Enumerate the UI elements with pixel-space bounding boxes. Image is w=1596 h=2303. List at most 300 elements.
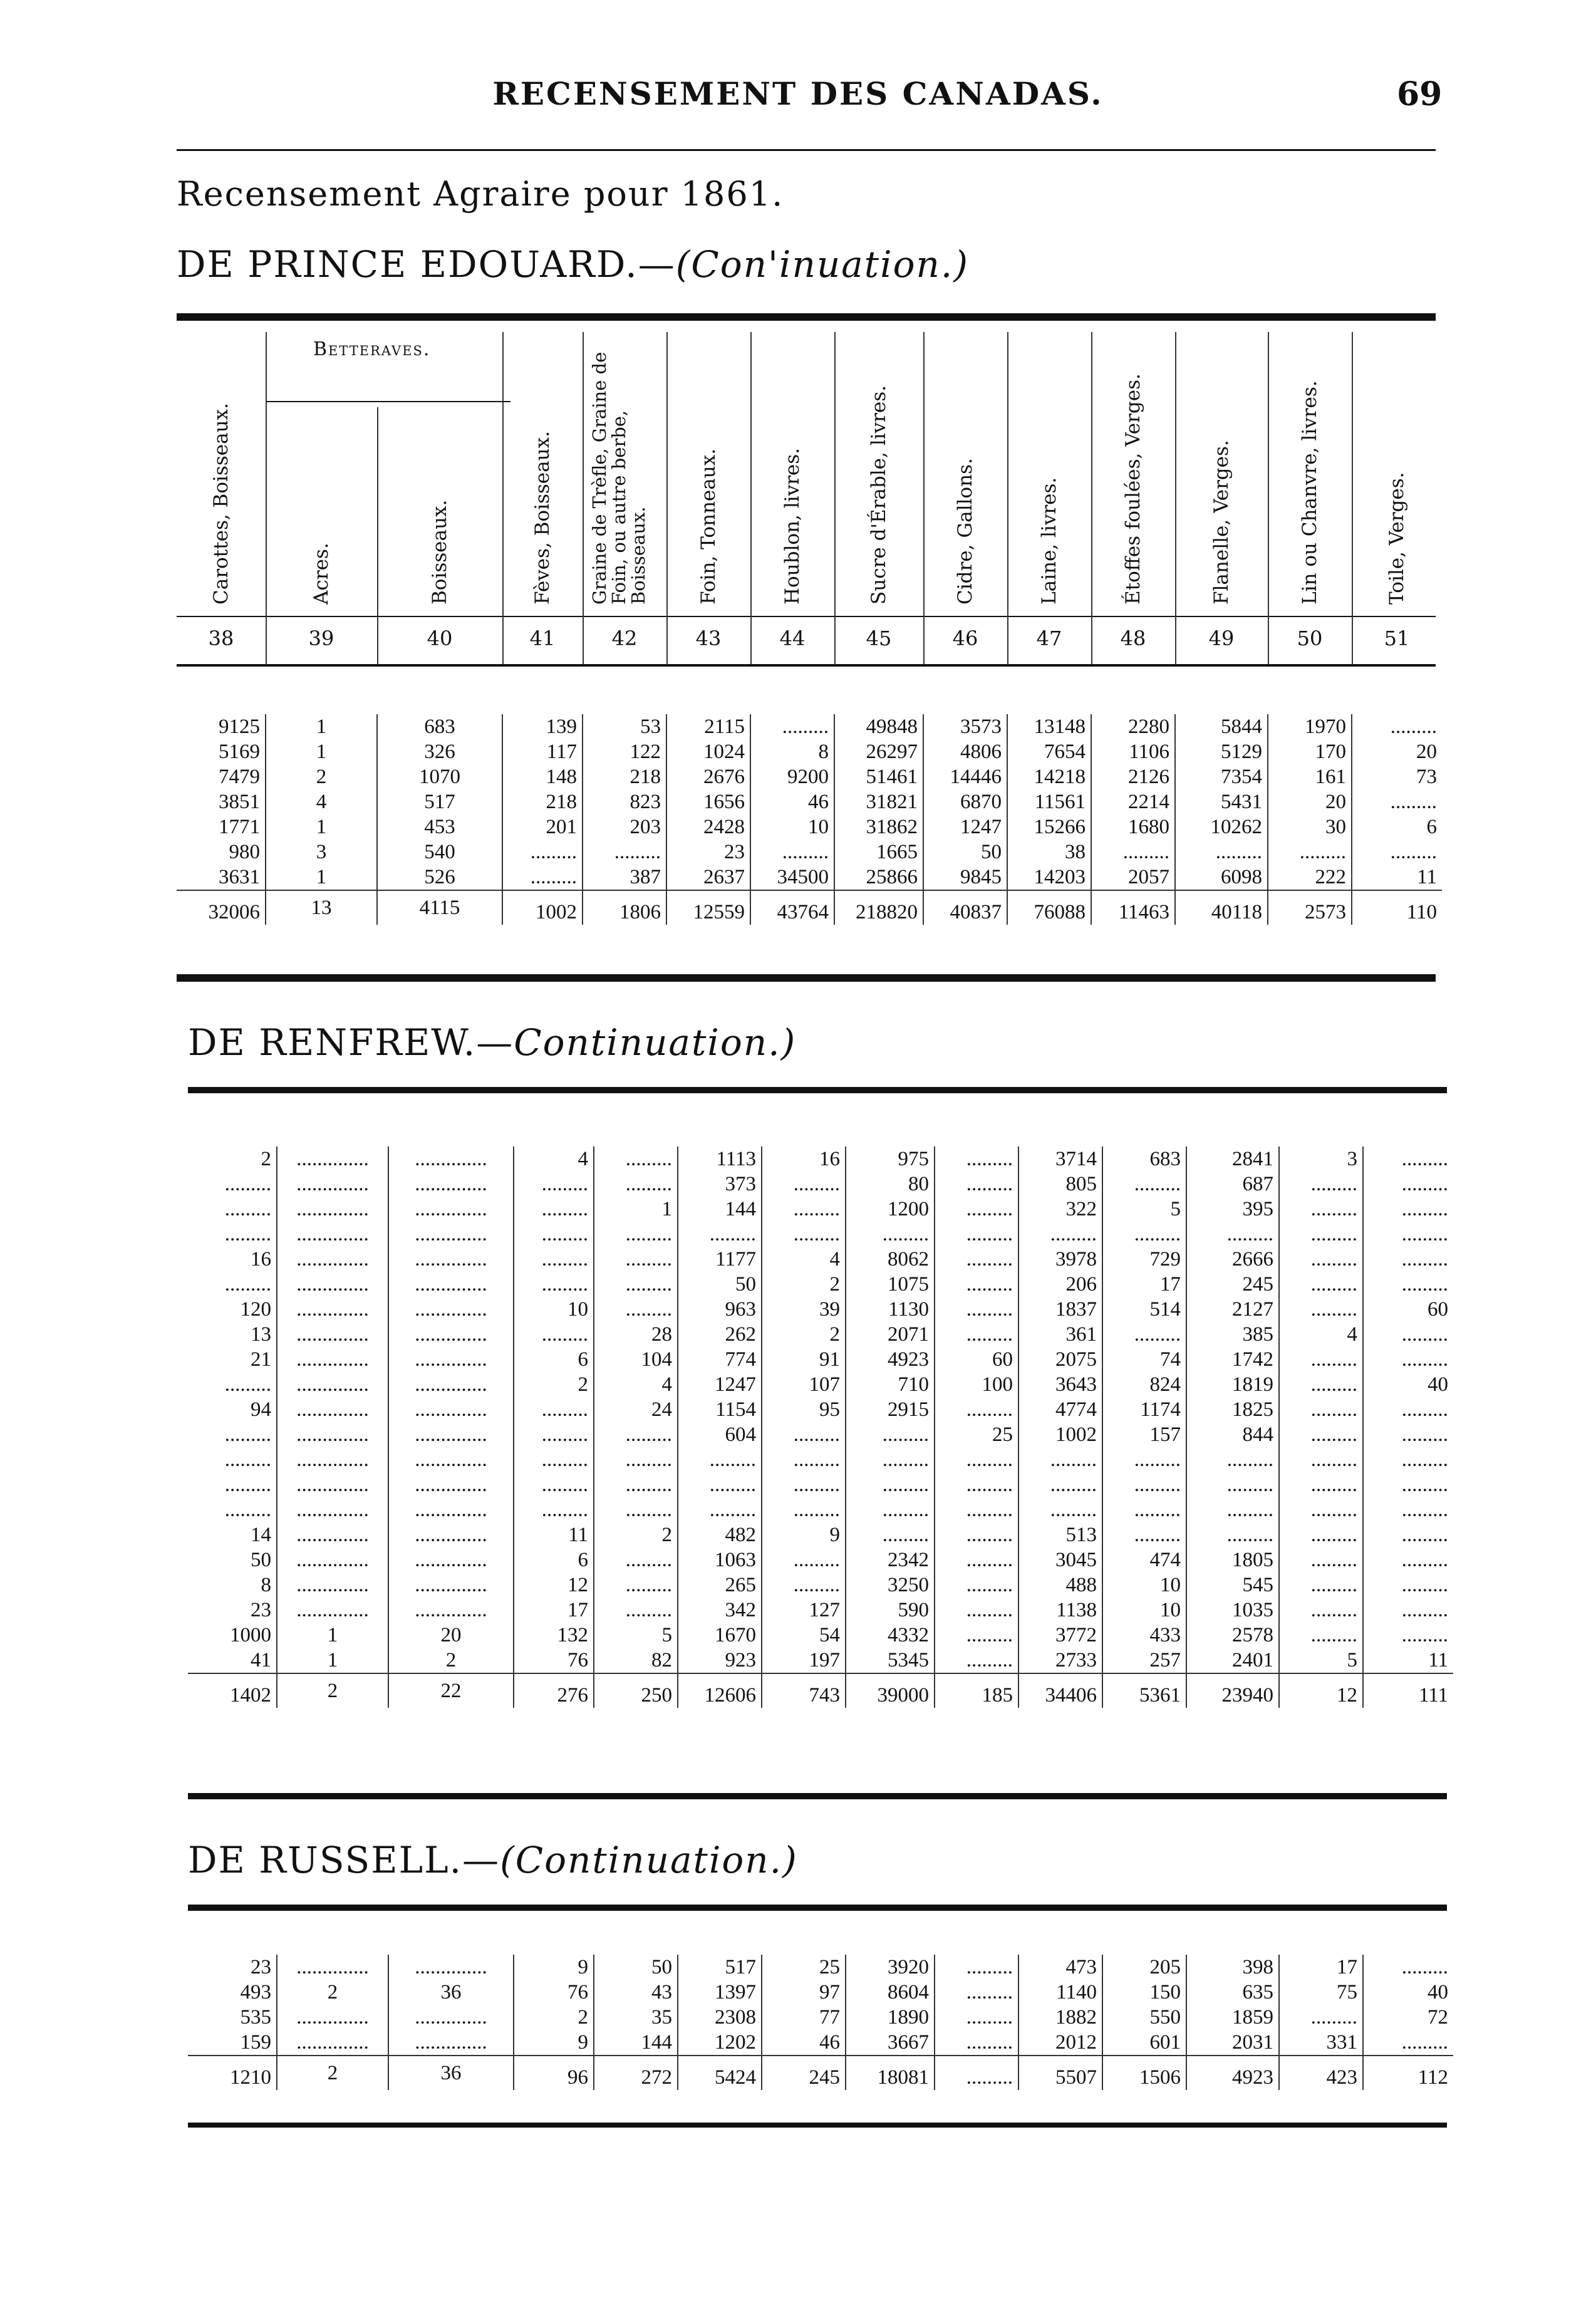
table-cell: ......... — [935, 1272, 1018, 1297]
table-cell: 185 — [935, 1673, 1018, 1708]
table-cell: ......... — [1401, 1323, 1448, 1346]
table-cell: 1113 — [678, 1146, 762, 1172]
table-cell: 11 — [514, 1522, 594, 1547]
table-cell: .............. — [277, 1172, 388, 1197]
table-cell: 1656 — [666, 789, 750, 814]
column-header-label: Lin ou Chanvre, livres. — [1298, 380, 1321, 605]
table-cell: ......... — [762, 1573, 846, 1598]
table-cell: 272 — [594, 2056, 678, 2090]
table-cell: 1154 — [678, 1397, 762, 1422]
table-cell: 18081 — [846, 2056, 935, 2090]
table-cell: 2578 — [1186, 1623, 1279, 1648]
table-cell: ......... — [594, 1472, 678, 1497]
table-cell: 2 — [762, 1322, 846, 1347]
table-cell: ......... — [1102, 1322, 1186, 1347]
table-cell: 4 — [1279, 1322, 1363, 1347]
table-cell: ......... — [1279, 1272, 1363, 1297]
table-cell: 117 — [502, 739, 583, 764]
table-cell: ......... — [1401, 1173, 1448, 1195]
table-cell: 6098 — [1175, 865, 1268, 890]
table-cell: 51461 — [834, 764, 923, 789]
table-cell: 10 — [514, 1297, 594, 1322]
total-row — [188, 1673, 1453, 1708]
table-cell: .............. — [388, 2005, 514, 2030]
table-row — [188, 1347, 1453, 1372]
table-cell: 395 — [1186, 1197, 1279, 1222]
table-cell: 16 — [188, 1247, 277, 1272]
table-cell: 635 — [1186, 1980, 1279, 2005]
table-cell: ......... — [594, 1573, 678, 1598]
column-divider — [1007, 332, 1008, 664]
table-cell: 144 — [678, 1197, 762, 1222]
column-header-label: Houblon, livres. — [781, 447, 804, 605]
table-cell: 433 — [1102, 1623, 1186, 1648]
table-cell: 3643 — [1018, 1372, 1102, 1397]
table-cell: 1837 — [1018, 1297, 1102, 1322]
table-cell: ......... — [935, 1623, 1018, 1648]
table-cell: ......... — [935, 1222, 1018, 1247]
table-cell: 16 — [762, 1146, 846, 1172]
table-cell: 14 — [188, 1522, 277, 1547]
table-cell: 488 — [1018, 1573, 1102, 1598]
table-cell: 3631 — [177, 865, 266, 890]
table-cell: ......... — [1279, 1372, 1363, 1397]
table-cell: 1070 — [377, 764, 502, 789]
table-cell: 1200 — [846, 1197, 935, 1222]
table-cell: 6 — [1426, 816, 1437, 838]
table-cell: ......... — [1401, 1956, 1448, 1978]
section-end-rule — [177, 974, 1436, 982]
table-cell: 683 — [377, 714, 502, 739]
table-cell: 1138 — [1018, 1598, 1102, 1623]
table-cell: .............. — [388, 1222, 514, 1247]
table-cell: 1859 — [1186, 2005, 1279, 2030]
table-cell: 13148 — [1007, 714, 1091, 739]
table-cell: .............. — [388, 1422, 514, 1447]
table-cell: ......... — [935, 1522, 1018, 1547]
table-cell: 1177 — [678, 1247, 762, 1272]
table-cell: ......... — [762, 1547, 846, 1573]
table-cell: 1825 — [1186, 1397, 1279, 1422]
table-cell: 32006 — [177, 890, 266, 925]
table-cell: ......... — [1401, 1398, 1448, 1421]
table-cell: 3 — [266, 840, 377, 865]
section-title-prince-edouard — [177, 243, 969, 286]
table-cell: 342 — [678, 1598, 762, 1623]
column-divider — [583, 332, 584, 664]
table-cell: 2012 — [1018, 2030, 1102, 2056]
table-cell: 23 — [188, 1598, 277, 1623]
table-cell: .............. — [388, 1297, 514, 1322]
table-cell: 110 — [1352, 890, 1442, 925]
table-cell: ......... — [935, 1648, 1018, 1673]
table-cell: ......... — [935, 2005, 1018, 2030]
table-cell: ......... — [750, 714, 834, 739]
table-cell: ......... — [594, 1172, 678, 1197]
column-number: 44 — [779, 626, 806, 650]
table-cell: 1665 — [834, 840, 923, 865]
table-cell: 2733 — [1018, 1648, 1102, 1673]
table-cell: ......... — [188, 1472, 277, 1497]
table-cell: 4806 — [923, 739, 1007, 764]
table-cell: 10262 — [1175, 814, 1268, 840]
table-cell: 14218 — [1007, 764, 1091, 789]
table-cell: ......... — [1186, 1447, 1279, 1472]
table-cell: .............. — [388, 1955, 514, 1980]
table-cell: 326 — [377, 739, 502, 764]
colnum-bottom-rule — [177, 664, 1436, 667]
table-cell: ......... — [935, 1197, 1018, 1222]
table-cell: ......... — [762, 1497, 846, 1522]
page-title: RECENSEMENT DES CANADAS. — [492, 75, 1104, 112]
table-row — [188, 1272, 1453, 1297]
table-cell: 76 — [514, 1648, 594, 1673]
table-cell: 4 — [514, 1146, 594, 1172]
table-cell: 75 — [1279, 1980, 1363, 2005]
table-cell: .............. — [277, 2005, 388, 2030]
table-cell: 28 — [594, 1322, 678, 1347]
table-cell: 245 — [762, 2056, 846, 2090]
table-cell: 46 — [750, 789, 834, 814]
table-cell: ......... — [514, 1397, 594, 1422]
column-divider — [834, 332, 836, 664]
table-cell: 1771 — [177, 814, 266, 840]
table-cell: ......... — [1401, 1448, 1448, 1471]
table-cell: 5129 — [1175, 739, 1268, 764]
table-cell: 2075 — [1018, 1347, 1102, 1372]
table-prince-edouard — [177, 714, 1442, 925]
table-cell: .............. — [277, 1522, 388, 1547]
group-rule — [266, 401, 510, 402]
table-cell: .............. — [388, 1522, 514, 1547]
table-cell: 4 — [594, 1372, 678, 1397]
table-cell: 60 — [1428, 1298, 1448, 1321]
table-row — [188, 1322, 1453, 1347]
table-cell: .............. — [388, 1598, 514, 1623]
table-cell: 1 — [266, 739, 377, 764]
table-cell: 2115 — [666, 714, 750, 739]
table-cell: 11 — [1428, 1649, 1448, 1671]
table-cell: 100 — [935, 1372, 1018, 1397]
table-cell: 43 — [594, 1980, 678, 2005]
column-divider — [923, 332, 925, 664]
column-number: 43 — [695, 626, 722, 650]
table-cell: 11561 — [1007, 789, 1091, 814]
table-cell: 120 — [188, 1297, 277, 1322]
table-cell: .............. — [277, 1472, 388, 1497]
table-cell: ......... — [1279, 1172, 1363, 1197]
table-row — [188, 1297, 1453, 1322]
table-cell: ......... — [846, 1497, 935, 1522]
table-russell — [188, 1955, 1453, 2090]
table-cell: 604 — [678, 1422, 762, 1447]
table-cell: ......... — [1401, 1549, 1448, 1571]
table-cell: 1130 — [846, 1297, 935, 1322]
table-cell: 361 — [1018, 1322, 1102, 1347]
table-cell: 157 — [1102, 1422, 1186, 1447]
table-cell: 2915 — [846, 1397, 935, 1422]
column-number: 45 — [866, 626, 892, 650]
table-cell: ......... — [594, 1547, 678, 1573]
table-cell: 4923 — [846, 1347, 935, 1372]
table-cell: 144 — [594, 2030, 678, 2056]
column-number: 49 — [1208, 626, 1235, 650]
table-cell: 1819 — [1186, 1372, 1279, 1397]
table-cell: ......... — [514, 1172, 594, 1197]
table-cell: 540 — [377, 840, 502, 865]
table-cell: 823 — [583, 789, 666, 814]
table-cell: 170 — [1268, 739, 1352, 764]
section-continuation: (Continuation.) — [500, 1839, 798, 1881]
table-cell: .............. — [277, 1297, 388, 1322]
table-cell: ......... — [935, 1573, 1018, 1598]
table-cell: .............. — [277, 2030, 388, 2056]
table-cell: 122 — [583, 739, 666, 764]
table-cell: ......... — [935, 2030, 1018, 2056]
table-cell: ......... — [762, 1222, 846, 1247]
table-cell: ......... — [762, 1447, 846, 1472]
table-cell: 2841 — [1186, 1146, 1279, 1172]
table-row — [188, 2030, 1453, 2056]
table-cell: 5345 — [846, 1648, 935, 1673]
table-cell: 53 — [583, 714, 666, 739]
table-row — [177, 814, 1442, 840]
table-cell: .............. — [388, 1472, 514, 1497]
table-cell: 687 — [1186, 1172, 1279, 1197]
table-row — [188, 1397, 1453, 1422]
table-row — [177, 739, 1442, 764]
table-cell: 423 — [1279, 2056, 1363, 2090]
table-cell: 14446 — [923, 764, 1007, 789]
header-rule — [177, 149, 1436, 151]
table-cell: ......... — [188, 1372, 277, 1397]
table-cell: 265 — [678, 1573, 762, 1598]
table-cell: ......... — [1279, 1472, 1363, 1497]
table-cell: 3920 — [846, 1955, 935, 1980]
column-header-label: Foin, Tonneaux. — [697, 448, 720, 605]
section-end-rule — [188, 2123, 1447, 2128]
table-cell: 12 — [1279, 1673, 1363, 1708]
table-cell: 513 — [1018, 1522, 1102, 1547]
table-cell: 1247 — [923, 814, 1007, 840]
table-cell: 1247 — [678, 1372, 762, 1397]
table-cell: ......... — [1401, 1248, 1448, 1271]
table-cell: ......... — [846, 1522, 935, 1547]
table-cell: 1670 — [678, 1623, 762, 1648]
table-cell: 2342 — [846, 1547, 935, 1573]
table-cell: 4115 — [377, 890, 502, 925]
table-cell: ......... — [188, 1447, 277, 1472]
table-cell: ......... — [1401, 1524, 1448, 1546]
table-row — [188, 1422, 1453, 1447]
table-cell: 514 — [1102, 1297, 1186, 1322]
table-cell: 2 — [594, 1522, 678, 1547]
table-cell: .............. — [277, 1497, 388, 1522]
table-cell: ......... — [1401, 1599, 1448, 1621]
table-cell: 1202 — [678, 2030, 762, 2056]
table-cell: 72 — [1428, 2006, 1448, 2029]
table-cell: .............. — [388, 1347, 514, 1372]
table-cell: 112 — [1363, 2056, 1453, 2090]
table-cell: ......... — [514, 1272, 594, 1297]
table-cell: ......... — [1401, 1574, 1448, 1596]
table-cell: ......... — [1091, 840, 1175, 865]
table-cell: 77 — [762, 2005, 846, 2030]
table-cell: .............. — [388, 1146, 514, 1172]
column-divider — [1091, 332, 1092, 664]
table-cell: 3573 — [923, 714, 1007, 739]
table-cell: ......... — [1390, 791, 1437, 813]
table-cell: .............. — [277, 1955, 388, 1980]
table-cell: 13 — [188, 1322, 277, 1347]
table-cell: .............. — [277, 1247, 388, 1272]
column-divider — [377, 407, 378, 664]
table-cell: 1806 — [583, 890, 666, 925]
table-cell: 97 — [762, 1980, 846, 2005]
table-cell: 222 — [1268, 865, 1352, 890]
table-cell: 25 — [935, 1422, 1018, 1447]
table-row — [188, 1447, 1453, 1472]
table-row — [188, 1497, 1453, 1522]
table-cell: 50 — [188, 1547, 277, 1573]
table-cell: ......... — [594, 1598, 678, 1623]
table-cell: ......... — [1102, 1497, 1186, 1522]
table-cell: 1002 — [502, 890, 583, 925]
table-cell: ......... — [762, 1422, 846, 1447]
column-divider — [666, 332, 668, 664]
table-cell: 729 — [1102, 1247, 1186, 1272]
table-cell: 150 — [1102, 1980, 1186, 2005]
table-cell: ......... — [1401, 2031, 1448, 2054]
column-divider — [1268, 332, 1269, 664]
table-cell: ......... — [514, 1222, 594, 1247]
census-subtitle: Recensement Agraire pour 1861. — [177, 174, 784, 214]
table-row — [188, 1172, 1453, 1197]
column-number: 41 — [529, 626, 556, 650]
table-cell: ......... — [594, 1497, 678, 1522]
table-cell: 107 — [762, 1372, 846, 1397]
table-cell: ......... — [1018, 1472, 1102, 1497]
table-cell: 250 — [594, 1673, 678, 1708]
table-cell: 387 — [583, 865, 666, 890]
table-cell: ......... — [594, 1247, 678, 1272]
table-cell: ......... — [1401, 1198, 1448, 1220]
table-cell: 9845 — [923, 865, 1007, 890]
table-cell: 743 — [762, 1673, 846, 1708]
table-cell: 590 — [846, 1598, 935, 1623]
table-cell: 2 — [277, 1673, 388, 1708]
table-cell: 9200 — [750, 764, 834, 789]
table-cell: ......... — [935, 1397, 1018, 1422]
table-cell: 257 — [1102, 1648, 1186, 1673]
table-cell: ......... — [1279, 1197, 1363, 1222]
column-number: 46 — [952, 626, 978, 650]
table-cell: ......... — [1390, 715, 1437, 738]
table-cell: 218820 — [834, 890, 923, 925]
table-cell: 161 — [1268, 764, 1352, 789]
table-cell: 12559 — [666, 890, 750, 925]
table-cell: ......... — [514, 1247, 594, 1272]
table-cell: 2428 — [666, 814, 750, 840]
table-cell: 94 — [188, 1397, 277, 1422]
table-cell: 6 — [514, 1547, 594, 1573]
table-cell: 550 — [1102, 2005, 1186, 2030]
table-cell: 2127 — [1186, 1297, 1279, 1322]
table-cell: 10 — [1102, 1573, 1186, 1598]
table-cell: 526 — [377, 865, 502, 890]
table-cell: 398 — [1186, 1955, 1279, 1980]
table-cell: 1210 — [188, 2056, 277, 2090]
column-header-label: Cidre, Gallons. — [954, 458, 977, 605]
table-cell: 3772 — [1018, 1623, 1102, 1648]
table-cell: ......... — [1279, 1547, 1363, 1573]
table-cell: 2057 — [1091, 865, 1175, 890]
table-row — [188, 2005, 1453, 2030]
table-cell: 1 — [266, 865, 377, 890]
table-cell: 60 — [935, 1347, 1018, 1372]
table-cell: .............. — [277, 1547, 388, 1573]
table-cell: ......... — [1401, 1474, 1448, 1496]
table-cell: 1 — [277, 1623, 388, 1648]
table-cell: .............. — [277, 1347, 388, 1372]
section-end-rule — [188, 1793, 1447, 1799]
table-cell: ......... — [514, 1322, 594, 1347]
table-cell: 11 — [1417, 866, 1437, 888]
table-cell: 1 — [277, 1648, 388, 1673]
table-cell: ......... — [1401, 1148, 1448, 1170]
table-cell: ......... — [1401, 1624, 1448, 1646]
table-cell: ......... — [594, 1222, 678, 1247]
table-cell: ......... — [846, 1222, 935, 1247]
table-cell: 20 — [1268, 789, 1352, 814]
table-cell: 2 — [277, 1980, 388, 2005]
table-row — [188, 1648, 1453, 1673]
section-name: DE RUSSELL.— — [188, 1839, 500, 1881]
table-cell: ......... — [1102, 1172, 1186, 1197]
table-cell: 205 — [1102, 1955, 1186, 1980]
table-cell: ......... — [1102, 1447, 1186, 1472]
group-label-betteraves: Betteraves. — [313, 338, 431, 360]
table-cell: 6 — [514, 1347, 594, 1372]
table-cell: 262 — [678, 1322, 762, 1347]
table-cell: 517 — [678, 1955, 762, 1980]
table-cell: ......... — [935, 1598, 1018, 1623]
table-cell: ......... — [935, 1247, 1018, 1272]
table-cell: ......... — [1279, 1347, 1363, 1372]
table-cell: ......... — [762, 1197, 846, 1222]
table-cell: ......... — [1401, 1423, 1448, 1446]
table-cell: 844 — [1186, 1422, 1279, 1447]
section-title-renfrew — [188, 1021, 796, 1064]
table-cell: ......... — [583, 840, 666, 865]
table-cell: .............. — [388, 1497, 514, 1522]
table-cell: 43764 — [750, 890, 834, 925]
table-cell: ......... — [1279, 1297, 1363, 1322]
total-row — [177, 890, 1442, 925]
table-cell: 40 — [1428, 1373, 1448, 1396]
table-cell: 23940 — [1186, 1673, 1279, 1708]
table-cell: 25866 — [834, 865, 923, 890]
table-cell: 74 — [1102, 1347, 1186, 1372]
table-cell: ......... — [514, 1197, 594, 1222]
table-cell: ......... — [935, 1322, 1018, 1347]
table-cell: 5 — [1102, 1197, 1186, 1222]
table-cell: 21 — [188, 1347, 277, 1372]
table-cell: ......... — [1401, 1273, 1448, 1296]
table-cell: 40118 — [1175, 890, 1268, 925]
table-cell: ......... — [594, 1146, 678, 1172]
table-cell: .............. — [277, 1573, 388, 1598]
